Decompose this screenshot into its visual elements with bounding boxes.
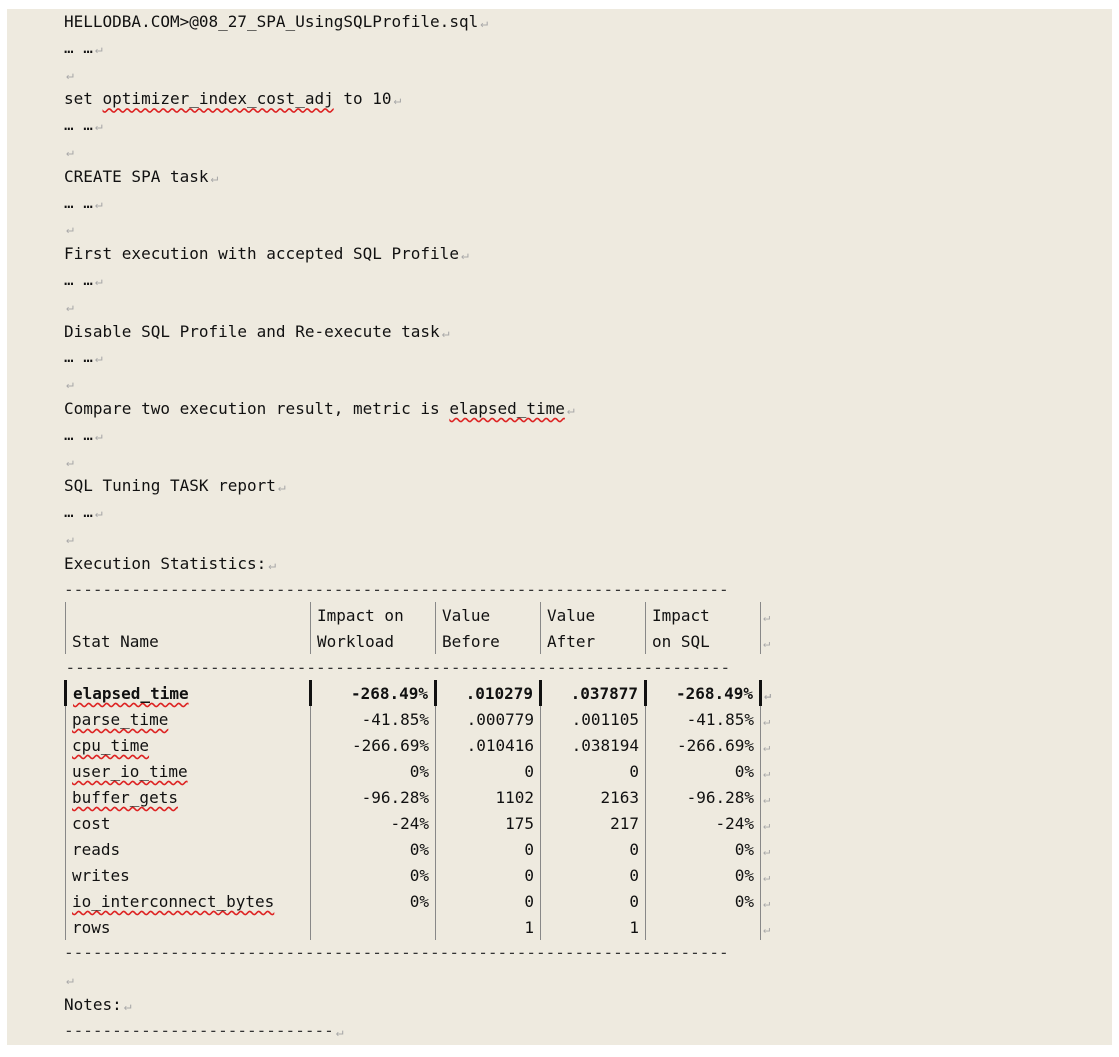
script-line: SQL Tuning TASK report ↵ [64, 476, 286, 496]
spellcheck-flag: elapsed_time [449, 398, 565, 418]
paragraph-mark-icon: ↵ [268, 557, 277, 573]
paragraph-mark-icon: ↵ [94, 41, 103, 57]
script-line: … … ↵ [64, 192, 103, 212]
script-line: Compare two execution result, metric is elapsed_time ↵ [64, 398, 575, 418]
paragraph-mark-icon: ↵ [66, 377, 74, 393]
paragraph-mark-icon: ↵ [66, 222, 74, 238]
script-line [64, 215, 1064, 241]
table-row: cost -24% 175 217 -24% ↵ [66, 810, 772, 836]
table-row: buffer_gets -96.28% 1102 2163 -96.28% ↵ [66, 784, 772, 810]
script-line [64, 138, 1064, 164]
script-line: … … ↵ [64, 37, 103, 57]
script-line [64, 61, 1064, 87]
script-line: Disable SQL Profile and Re-execute task ↵ [64, 321, 450, 341]
script-line: … … ↵ [64, 115, 103, 135]
script-line: CREATE SPA task ↵ [64, 166, 219, 186]
paragraph-mark-icon: ↵ [66, 454, 74, 470]
script-line [64, 525, 1064, 551]
table-row: writes 0% 0 0 0% ↵ [66, 862, 772, 888]
paragraph-mark-icon: ↵ [66, 144, 74, 160]
script-line: set optimizer_index_cost_adj to 10 ↵ [64, 89, 402, 109]
notes-separator: ---------------------------- ↵ [64, 1020, 344, 1040]
paragraph-mark-icon: ↵ [66, 531, 74, 547]
execution-statistics-table: Impact on Value Value Impact ↵ Stat Name Workload Before After on SQL ↵ --------------------------------------------------------------------- elapsed_time -268.49% .010279 .037877 -268.49% ↵ parse_time -41.85% .000779 .001105 -41.85% ↵ cpu_time -266.69% .010416 .038194 -266.69% ↵ user_io_time 0% 0 0 0% ↵ buffer_gets -96.28% 1102 2163 -96.28% ↵ cost -24% 175 217 -24% ↵ reads 0% 0 0 0% ↵ writes 0% 0 0 0% ↵ io_interconnect_bytes 0% 0 0 0% ↵ rows 1 1 ↵ [64, 602, 771, 940]
script-line [64, 448, 1064, 474]
paragraph-mark-icon: ↵ [66, 67, 74, 83]
script-line: … … ↵ [64, 502, 103, 522]
table-row: rows 1 1 ↵ [66, 914, 772, 940]
paragraph-mark-icon: ↵ [393, 93, 402, 109]
script-line: Execution Statistics: ↵ [64, 553, 277, 573]
script-line: First execution with accepted SQL Profile ↵ [64, 244, 469, 264]
table-row: io_interconnect_bytes 0% 0 0 0% ↵ [66, 888, 772, 914]
script-line [64, 370, 1064, 396]
table-row: parse_time -41.85% .000779 .001105 -41.85% ↵ [66, 706, 772, 732]
separator-bottom: --------------------------------------------------------------------- [64, 943, 729, 963]
script-line: … … ↵ [64, 269, 103, 289]
table-row: cpu_time -266.69% .010416 .038194 -266.69% ↵ [66, 732, 772, 758]
script-lines [64, 9, 1064, 577]
notes-label: Notes: ↵ [64, 994, 132, 1014]
paragraph-mark-icon: ↵ [94, 428, 103, 444]
script-line: … … ↵ [64, 347, 103, 367]
document-panel [7, 9, 1112, 1045]
table-row: elapsed_time -268.49% .010279 .037877 -268.49% ↵ [66, 680, 772, 706]
paragraph-mark-icon: ↵ [441, 325, 450, 341]
paragraph-mark-icon: ↵ [277, 480, 286, 496]
paragraph-mark-icon: ↵ [66, 299, 74, 315]
script-line: … … ↵ [64, 424, 103, 444]
table-header-row: Stat Name Workload Before After on SQL ↵ [66, 628, 772, 654]
script-line: HELLODBA.COM>@08_27_SPA_UsingSQLProfile.sql ↵ [64, 12, 489, 31]
table-row: reads 0% 0 0 0% ↵ [66, 836, 772, 862]
table-header-row: Impact on Value Value Impact ↵ [66, 602, 772, 628]
paragraph-mark-icon: ↵ [566, 402, 575, 418]
paragraph-mark-icon: ↵ [460, 248, 469, 264]
paragraph-mark-icon: ↵ [94, 351, 103, 367]
paragraph-mark-icon: ↵ [94, 119, 103, 135]
separator-top: --------------------------------------------------------------------- [64, 579, 729, 599]
script-line [64, 293, 1064, 319]
paragraph-mark-icon: ↵ [210, 170, 219, 186]
sql-output [64, 9, 1064, 1044]
paragraph-mark-icon: ↵ [480, 16, 489, 31]
paragraph-mark-icon: ↵ [94, 196, 103, 212]
table-row: user_io_time 0% 0 0 0% ↵ [66, 758, 772, 784]
empty-line: ↵ [66, 973, 74, 989]
paragraph-mark-icon: ↵ [94, 273, 103, 289]
paragraph-mark-icon: ↵ [94, 506, 103, 522]
spellcheck-flag: optimizer_index_cost_adj [102, 89, 334, 109]
